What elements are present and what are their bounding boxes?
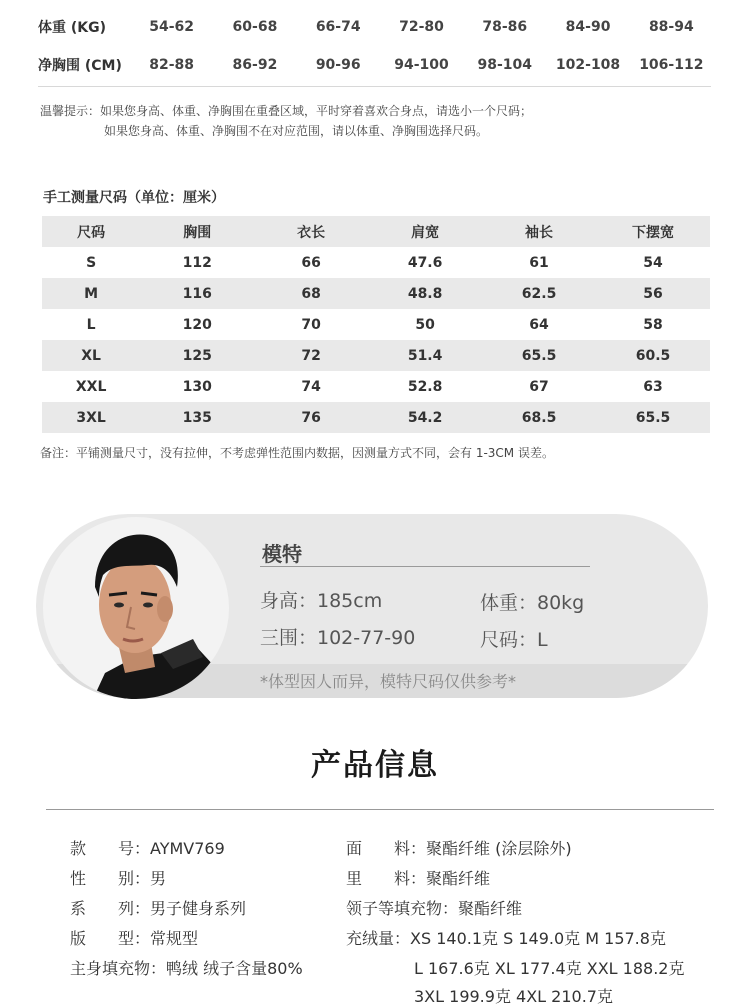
table-cell: 60.5 (635, 347, 671, 364)
table-cell: 112 (182, 254, 212, 271)
chest-cell: 98-104 (477, 57, 533, 73)
table-header: 下摆宽 (596, 216, 710, 247)
table-cell: 68 (301, 285, 321, 302)
table-cell: 52.8 (407, 378, 443, 395)
table-row (42, 371, 710, 402)
tips-line: 温馨提示：如果您身高、体重、净胸围在重叠区域，平时穿着喜欢合身点，请选小一个尺码； (40, 104, 533, 118)
measure-table (42, 216, 710, 433)
product-info-item (346, 896, 522, 919)
table-cell: 135 (182, 409, 212, 426)
model-size: 尺码：L (480, 629, 548, 651)
table-cell: 63 (643, 378, 663, 395)
table-cell: 54 (643, 254, 663, 271)
table-cell: M (84, 285, 99, 302)
divider (46, 809, 714, 810)
divider (38, 86, 711, 87)
table-cell: L (86, 316, 96, 333)
table-cell: 65.5 (635, 409, 671, 426)
weight-row (38, 8, 713, 46)
table-cell: 58 (643, 316, 663, 333)
product-info-value: 男子健身系列 (150, 899, 247, 918)
product-info-item (70, 956, 303, 979)
table-cell: 68.5 (521, 409, 557, 426)
product-info-item (70, 896, 246, 919)
product-info-key: 性 别： (70, 869, 151, 888)
fill-amount-line: 3XL 199.9克 4XL 210.7克 (414, 987, 613, 1005)
table-header: 衣长 (254, 216, 368, 247)
table-cell: 66 (301, 254, 321, 271)
divider (260, 566, 590, 567)
table-cell: 120 (182, 316, 212, 333)
model-weight: 体重：80kg (480, 592, 585, 614)
product-info-item (346, 926, 666, 949)
size-chart (38, 8, 713, 84)
table-cell: 72 (301, 347, 321, 364)
product-info-key: 系 列： (70, 899, 151, 918)
model-height: 身高：185cm (260, 590, 383, 612)
product-info-key: 主身填充物： (70, 959, 167, 978)
weight-label: 体重 (KG) (38, 20, 107, 36)
table-row (42, 278, 710, 309)
table-cell: 62.5 (521, 285, 557, 302)
table-cell: 51.4 (407, 347, 443, 364)
table-cell: 67 (529, 378, 549, 395)
product-info-key: 款 号： (70, 839, 151, 858)
table-cell: 50 (415, 316, 435, 333)
product-info-value: XS 140.1克 S 149.0克 M 157.8克 (410, 929, 666, 948)
chest-cell: 82-88 (149, 57, 195, 73)
table-cell: 54.2 (407, 409, 443, 426)
fill-amount-line: L 167.6克 XL 177.4克 XXL 188.2克 (414, 959, 685, 978)
chest-row (38, 46, 713, 84)
weight-cell: 78-86 (482, 19, 528, 35)
product-info-value: 男 (150, 869, 167, 888)
product-info-key: 领子等填充物： (346, 899, 459, 918)
product-info-item (346, 866, 490, 889)
model-photo (43, 517, 229, 699)
chest-cell: 102-108 (555, 57, 621, 73)
model-portrait-icon (43, 517, 229, 699)
weight-cell: 72-80 (399, 19, 444, 35)
table-cell: 125 (182, 347, 212, 364)
weight-cell: 88-94 (648, 19, 694, 35)
table-row (42, 340, 710, 371)
weight-cell: 60-68 (232, 19, 278, 35)
table-row (42, 247, 710, 278)
tips-line: 如果您身高、体重、净胸围不在对应范围，请以体重、净胸围选择尺码。 (104, 124, 489, 138)
model-measurements: 三围：102-77-90 (260, 627, 416, 649)
product-title: 产品信息 (311, 748, 439, 783)
table-cell: 74 (301, 378, 321, 395)
table-cell: 70 (301, 316, 321, 333)
product-info-key: 面 料： (346, 839, 427, 858)
product-info-key: 版 型： (70, 929, 151, 948)
table-cell: 116 (182, 285, 212, 302)
table-header: 肩宽 (368, 216, 482, 247)
table-cell: XXL (75, 378, 107, 395)
model-title: 模特 (262, 542, 302, 566)
table-header: 胸围 (140, 216, 254, 247)
table-cell: 64 (529, 316, 549, 333)
product-info-item (346, 836, 572, 859)
table-cell: 61 (529, 254, 549, 271)
table-cell: 65.5 (521, 347, 557, 364)
weight-cell: 54-62 (149, 19, 195, 35)
weight-cell: 84-90 (565, 19, 611, 35)
product-info-item (70, 926, 198, 949)
measure-note: 备注：平铺测量尺寸，没有拉伸，不考虑弹性范围内数据，因测量方式不同，会有 1-3CM 误差。 (40, 446, 554, 460)
table-cell: 3XL (76, 409, 106, 426)
table-row (42, 309, 710, 340)
table-cell: XL (81, 347, 101, 364)
chest-cell: 94-100 (394, 57, 449, 73)
product-info-value: 聚酯纤维 (涂层除外) (426, 839, 572, 858)
table-header: 尺码 (42, 216, 140, 247)
table-header-row (42, 216, 710, 247)
chest-cell: 86-92 (232, 57, 278, 73)
table-cell: 76 (301, 409, 321, 426)
table-cell: 48.8 (407, 285, 443, 302)
weight-cell: 66-74 (315, 19, 361, 35)
chest-cell: 106-112 (639, 57, 704, 73)
product-info-item (70, 836, 225, 859)
chest-label: 净胸围 (CM) (38, 58, 122, 74)
table-cell: 47.6 (407, 254, 443, 271)
product-info-value: 常规型 (150, 929, 199, 948)
measure-title: 手工测量尺码（单位：厘米） (43, 190, 225, 206)
table-cell: 130 (182, 378, 212, 395)
chest-cell: 90-96 (315, 57, 361, 73)
table-row (42, 402, 710, 433)
product-info-value: 聚酯纤维 (458, 899, 523, 918)
table-header: 袖长 (482, 216, 596, 247)
table-cell: 56 (643, 285, 663, 302)
product-info-key: 里 料： (346, 869, 427, 888)
product-info-key: 充绒量： (346, 929, 411, 948)
product-info-item (70, 866, 166, 889)
product-info-value: 聚酯纤维 (426, 869, 491, 888)
tips (40, 101, 532, 141)
product-info-value: 鸭绒 绒子含量80% (166, 959, 303, 978)
product-info-value: AYMV769 (150, 839, 225, 858)
model-note: *体型因人而异，模特尺码仅供参考* (260, 672, 517, 691)
table-cell: S (86, 254, 97, 271)
